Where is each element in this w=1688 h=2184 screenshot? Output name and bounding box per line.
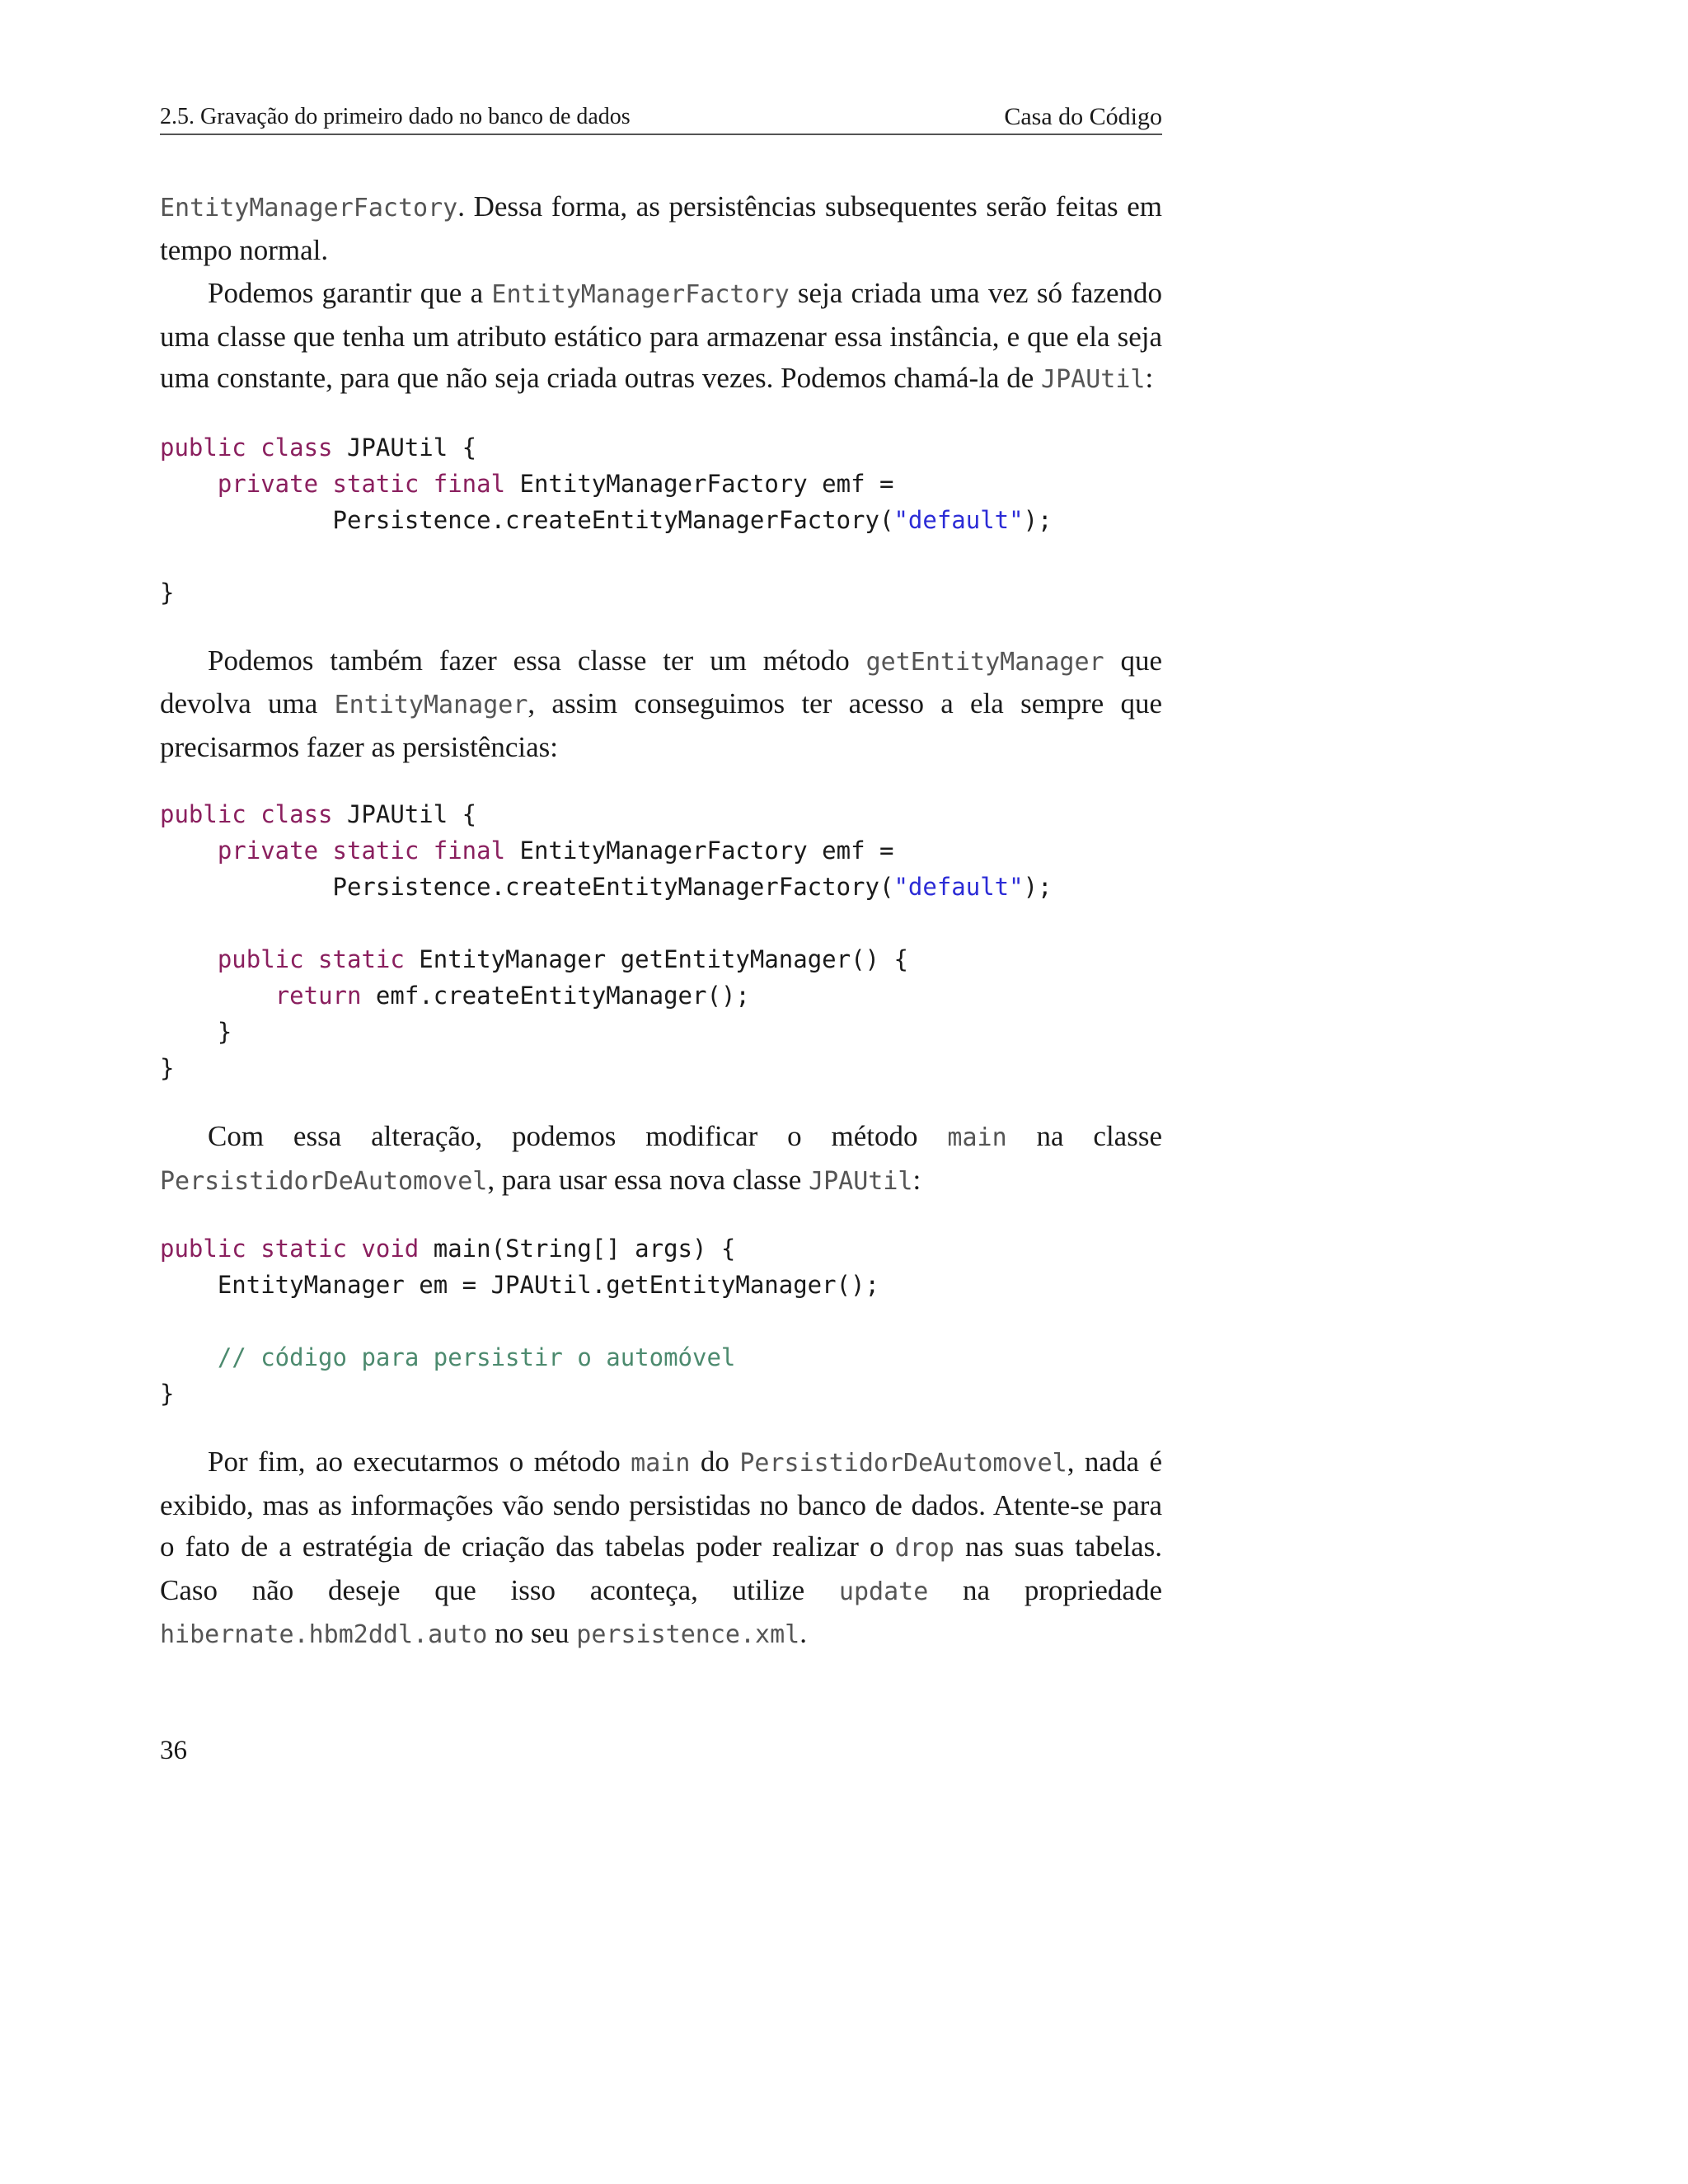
inline-code: getEntityManager	[865, 647, 1104, 677]
inline-code: EntityManagerFactory	[491, 280, 790, 309]
inline-code: hibernate.hbm2ddl.auto	[160, 1620, 488, 1649]
running-header	[160, 101, 1162, 135]
inline-code: EntityManager	[334, 691, 528, 719]
publisher-name: Casa do Código	[1004, 103, 1162, 130]
paragraph-2: Podemos garantir que a EntityManagerFactory seja criada uma vez só fazendo uma classe que tenha um atributo estático para armazenar essa instância, e que ela seja uma constante, para que não seja criada outras vezes. Podemos chamá-la de JPAUtil:	[160, 277, 1162, 394]
inline-code: main	[947, 1123, 1007, 1152]
paragraph-4: Com essa alteração, podemos modificar o método main na classe PersistidorDeAutomovel, para usar essa nova classe JPAUtil:	[160, 1120, 1162, 1196]
inline-code: main	[631, 1449, 691, 1478]
code-block-1: public class JPAUtil { private static final EntityManagerFactory emf = Persistence.createEntityManagerFactory("default"); }	[160, 433, 1053, 607]
section-title: 2.5. Gravação do primeiro dado no banco de dados	[160, 104, 631, 129]
page-number: 36	[160, 1736, 187, 1765]
code-block-3: public static void main(String[] args) { EntityManager em = JPAUtil.getEntityManager(); // código para persistir o automóvel }	[160, 1235, 879, 1408]
code-block-2: public class JPAUtil { private static final EntityManagerFactory emf = Persistence.createEntityManagerFactory("default"); public static EntityManager getEntityManager() { return emf.createEntityManager(); } }	[160, 800, 1053, 1082]
inline-code: update	[838, 1577, 929, 1606]
inline-code: persistence.xml	[576, 1620, 800, 1649]
inline-code: EntityManagerFactory	[160, 194, 458, 223]
paragraph-1: EntityManagerFactory. Dessa forma, as persistências subsequentes serão feitas em tempo normal.	[160, 190, 1162, 266]
inline-code: JPAUtil	[1041, 365, 1146, 394]
inline-code: PersistidorDeAutomovel	[739, 1449, 1067, 1478]
paragraph-5: Por fim, ao executarmos o método main do PersistidorDeAutomovel, nada é exibido, mas as informações vão sendo persistidas no banco de dados. Atente-se para o fato de a estratégia de criação das tabelas poder realizar o drop nas suas tabelas. Caso não deseje que isso aconteça, utilize update na propriedade hibernate.hbm2ddl.auto no seu persistence.xml.	[160, 1446, 1163, 1649]
paragraph-3: Podemos também fazer essa classe ter um método getEntityManager que devolva uma EntityManager, assim conseguimos ter acesso a ela sempre que precisarmos fazer as persistências:	[160, 644, 1162, 763]
inline-code: PersistidorDeAutomovel	[160, 1166, 488, 1196]
inline-code: JPAUtil	[809, 1166, 913, 1196]
page-body	[160, 186, 1162, 1657]
inline-code: drop	[894, 1534, 954, 1563]
